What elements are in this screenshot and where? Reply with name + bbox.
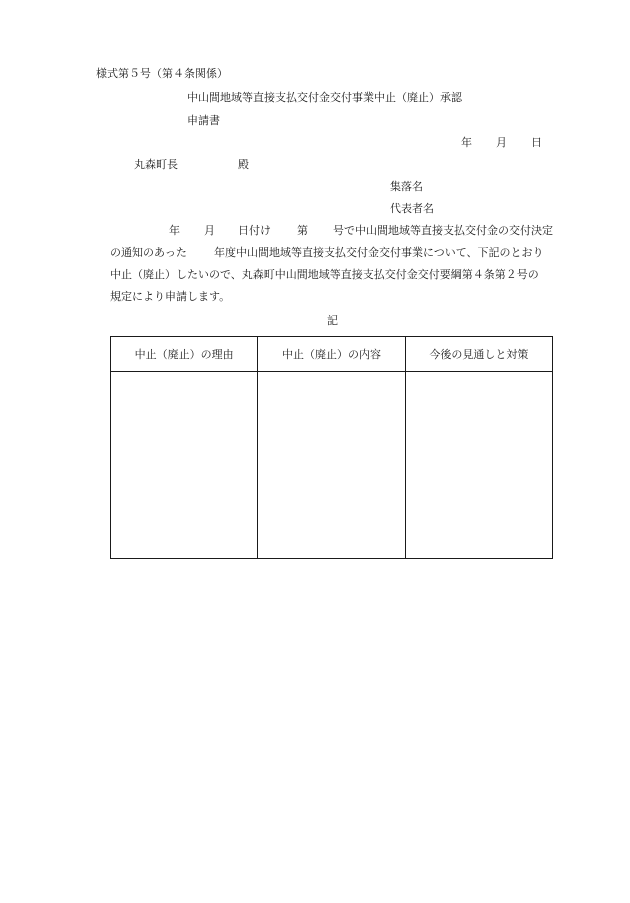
header-content: 中止（廃止）の内容 <box>258 337 405 372</box>
body-line-2-pre: の通知のあった <box>110 246 187 259</box>
date-month-label: 月 <box>496 136 507 149</box>
table-header-row <box>111 337 553 372</box>
cell-content[interactable] <box>258 372 405 559</box>
body-line-4: 規定により申請します。 <box>110 290 231 303</box>
header-outlook: 今後の見通しと対策 <box>405 337 552 372</box>
village-name-label: 集落名 <box>390 180 423 193</box>
form-title-line2: 申請書 <box>187 114 220 127</box>
header-reason: 中止（廃止）の理由 <box>111 337 258 372</box>
ki-heading: 記 <box>327 314 338 327</box>
body-date-suffix: 日付け <box>238 224 271 237</box>
form-number: 様式第５号（第４条関係） <box>96 67 228 80</box>
body-line-2-post: 年度中山間地域等直接支払交付金交付事業について、下記のとおり <box>214 246 544 259</box>
representative-label: 代表者名 <box>390 202 434 215</box>
body-line-3: 中止（廃止）したいので、丸森町中山間地域等直接支払交付金交付要綱第４条第２号の <box>110 268 539 281</box>
addressee-honorific: 殿 <box>238 158 249 171</box>
body-dai: 第 <box>297 224 308 237</box>
body-line-1-rest: 号で中山間地域等直接支払交付金の交付決定 <box>333 224 553 237</box>
cell-reason[interactable] <box>111 372 258 559</box>
form-title: 中山間地域等直接支払交付金交付事業中止（廃止）承認 <box>187 91 462 104</box>
body-year: 年 <box>169 224 180 237</box>
date-day-label: 日 <box>531 136 542 149</box>
date-year-label: 年 <box>461 136 472 149</box>
table-row <box>111 372 553 559</box>
reason-table <box>110 336 553 559</box>
cell-outlook[interactable] <box>405 372 552 559</box>
body-month: 月 <box>204 224 215 237</box>
addressee-name: 丸森町長 <box>134 158 178 171</box>
